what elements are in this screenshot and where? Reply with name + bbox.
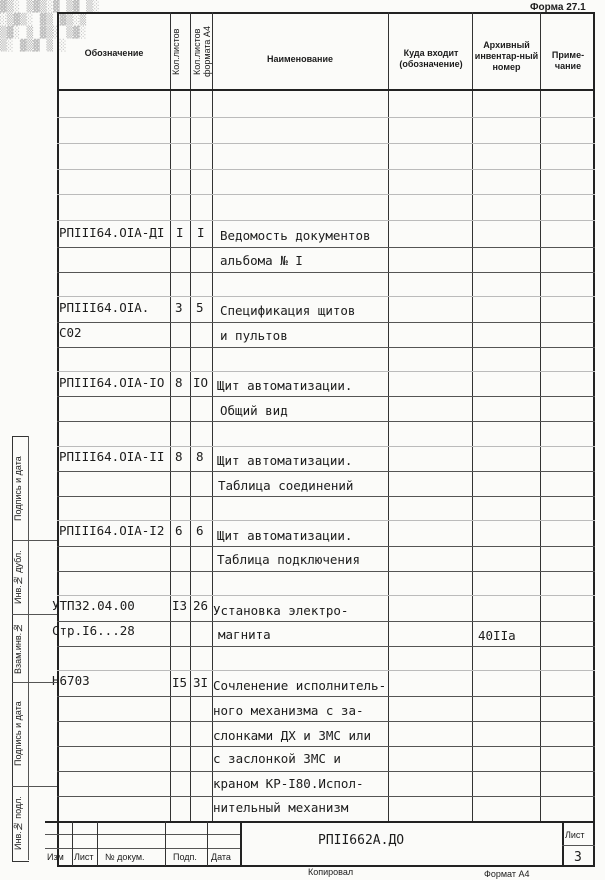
row7-name-line3: слонками ДХ и ЗМС или (213, 728, 372, 743)
header-archive-number: Архивный инвентар-ный номер (474, 40, 539, 72)
row4-sheets-a4: 8 (196, 449, 204, 464)
row7-name-line2: ного механизма с за- (213, 703, 364, 718)
header-designation: Обозначение (84, 48, 144, 58)
bleed-through-text: ░▒▓▒░ ▓▒ ▓▒░▒ (0, 13, 87, 26)
row6-sheets-a4: 26 (193, 598, 209, 613)
title-col-doc-number: № докум. (105, 852, 145, 862)
form-label: Форма 27.1 (530, 2, 586, 13)
row2-name-line1: Спецификация щитов (220, 303, 356, 318)
bleed-through-text: ▓▒░ ▒▓▒░▓ ▒▓ ▒░ (0, 0, 100, 13)
row7-sheets: I5 (172, 675, 188, 690)
row5-name-line1: Щит автоматизации. (217, 528, 353, 543)
row7-name-line6: нительный механизм (213, 800, 349, 815)
side-label-replace-inventory: Взам.инв.№ (13, 622, 23, 674)
footer-format: Формат А4 (484, 869, 530, 879)
document-code: РПII662А.ДО (318, 833, 405, 848)
row3-sheets-a4: IО (193, 375, 209, 390)
header-sheets-count: Кол.листов (171, 28, 181, 76)
row1-name-line2: альбома № I (220, 253, 303, 268)
side-label-original-inventory: Инв.№ подл. (13, 796, 23, 850)
row6-designation-line2: Стр.I6...28 (52, 623, 135, 638)
row1-name-line1: Ведомость документов (220, 228, 371, 243)
header-where-used: Куда входит (обозначение) (399, 48, 463, 69)
sheet-number: 3 (574, 850, 582, 865)
row7-sheets-a4: 3I (193, 675, 209, 690)
header-note: Приме-чание (551, 50, 585, 71)
header-name: Наименование (266, 54, 334, 64)
bleed-through-text: ▒▓░ ▒ ▓▒░ ▒▓░ (0, 26, 87, 39)
row3-name-line2: Общий вид (220, 403, 288, 418)
title-block-top (45, 821, 595, 823)
row6-designation: УТП32.04.00 (52, 598, 135, 613)
row2-sheets-a4: 5 (196, 300, 204, 315)
row1-designation: РПIII64.ОIА-ДI (59, 225, 165, 240)
row7-designation: Н6703 (52, 673, 90, 688)
sheet-label: Лист (565, 830, 585, 840)
row5-name-line2: Таблица подключения (217, 552, 360, 567)
footer-copied: Копировал (308, 867, 354, 877)
row4-name-line1: Щит автоматизации. (217, 453, 353, 468)
row2-name-line2: и пультов (220, 328, 288, 343)
title-col-sheet: Лист (74, 852, 94, 862)
row5-sheets: 6 (175, 523, 183, 538)
row3-name-line1: Щит автоматизации. (217, 378, 353, 393)
row6-name-line1: Установка электро- (213, 603, 349, 618)
title-col-signature: Подп. (173, 852, 197, 862)
side-label-dup-inventory: Инв.№ дубл. (13, 550, 23, 604)
row2-designation: РПIII64.ОIА. (59, 300, 150, 315)
row2-sheets: 3 (175, 300, 183, 315)
row6-sheets: I3 (172, 598, 188, 613)
header-sheets-a4: Кол.листов формата А4 (192, 26, 212, 78)
title-col-change: Изм (47, 852, 64, 862)
side-label-signature-date-1: Подпись и дата (13, 456, 23, 522)
row4-name-line2: Таблица соединений (218, 478, 354, 493)
row2-designation-line2: С02 (59, 325, 82, 340)
title-col-date: Дата (211, 852, 231, 862)
row6-archive-number: 40IIа (478, 628, 516, 643)
row6-name-line2: магнита (218, 627, 271, 642)
row5-sheets-a4: 6 (196, 523, 204, 538)
row3-designation: РПIII64.ОIА-IО (59, 375, 165, 390)
row1-sheets-a4: I (197, 225, 205, 240)
row4-sheets: 8 (175, 449, 183, 464)
row1-sheets: I (176, 225, 184, 240)
row5-designation: РПIII64.ОIА-I2 (59, 523, 165, 538)
side-label-signature-date-2: Подпись и дата (13, 701, 23, 767)
row7-name-line5: краном КР-I80.Испол- (213, 776, 364, 791)
bleed-through-text: ▒░ ▓▒▓ ▒ ░ (0, 39, 67, 52)
row3-sheets: 8 (175, 375, 183, 390)
row4-designation: РПIII64.ОIА-II (59, 449, 165, 464)
row7-name-line1: Сочленение исполнитель- (213, 678, 387, 693)
row7-name-line4: с заслонкой ЗМС и (213, 751, 341, 766)
